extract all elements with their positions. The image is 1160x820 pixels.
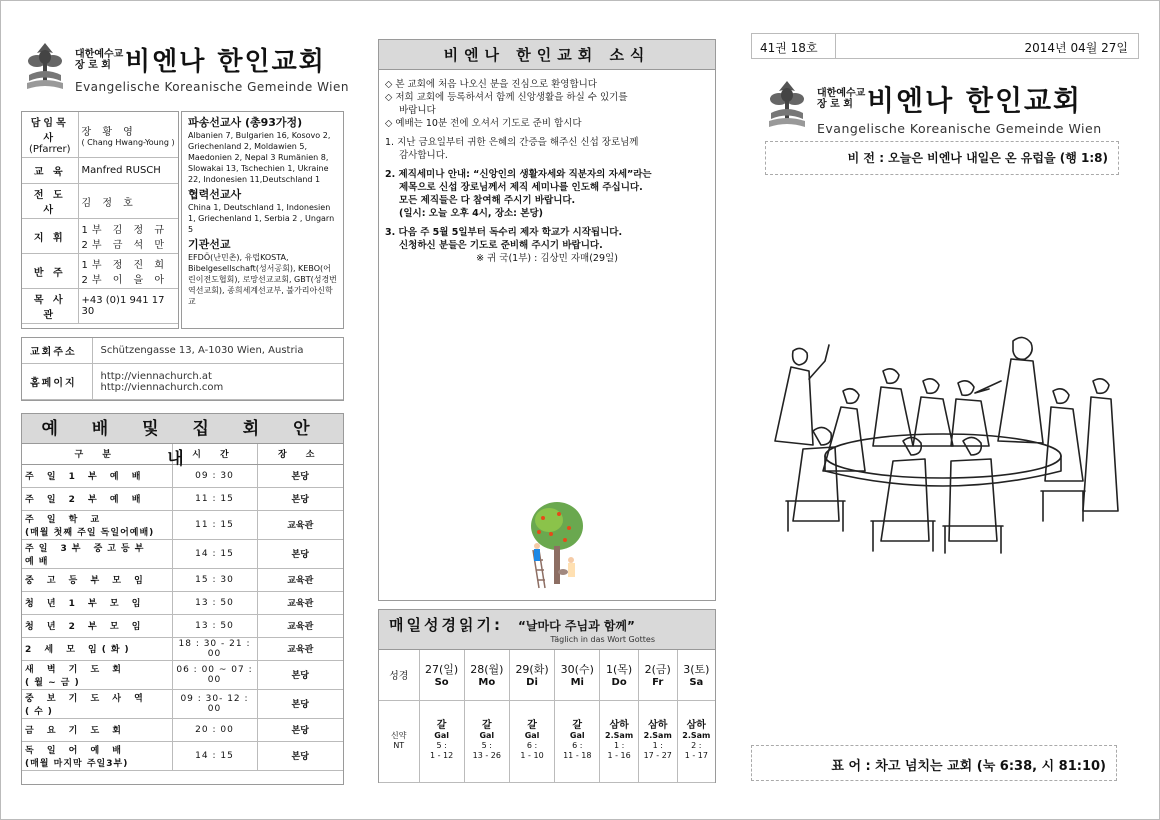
staff-role	[22, 254, 78, 289]
news-body	[379, 70, 715, 273]
worship-service-name	[22, 568, 172, 591]
worship-time: 11 : 15	[172, 487, 257, 510]
staff-role	[22, 289, 78, 324]
worship-place: 교육관	[257, 591, 343, 614]
worship-service-name	[22, 487, 172, 510]
staff-name-label: 장 황 영	[81, 126, 137, 138]
apple-tree-illustration	[519, 500, 589, 592]
bible-verses: 1 - 12	[429, 751, 454, 760]
news-item-line: 1. 지난 금요일부터 귀한 은혜의 간증을 해주신 신섭 장로님께	[385, 137, 639, 148]
staff-role-sub: (Pfarrer)	[28, 144, 71, 155]
worship-place: 본당	[257, 539, 343, 568]
worship-service-name	[22, 689, 172, 718]
bible-book-en: Gal	[524, 731, 540, 740]
bible-day-german: Sa	[689, 677, 704, 689]
worship-place: 본당	[257, 464, 343, 487]
staff-role-label: 담임목사	[30, 118, 69, 144]
staff-role	[22, 158, 78, 184]
bible-chapter: 1 :	[652, 741, 663, 750]
worship-row	[22, 637, 343, 660]
worship-column-header: 시 간	[172, 444, 257, 464]
bible-chapter: 6 :	[572, 741, 583, 750]
news-item-line: 신청하신 분들은 기도로 준비해 주시기 바랍니다.	[399, 240, 603, 251]
staff-name-label: +43 (0)1 941 17 30	[81, 295, 165, 317]
church-emblem-icon	[765, 79, 809, 131]
issue-date: 2014년 04월 27일	[1024, 41, 1128, 55]
bible-title: 매일성경읽기:	[389, 616, 503, 634]
worship-time: 06 : 00 ~ 07 : 00	[172, 660, 257, 689]
staff-role-label: 지 휘	[33, 232, 66, 244]
bible-day-cell	[419, 650, 464, 700]
bible-book: 삼하	[686, 720, 706, 731]
bible-chapter: 5 :	[481, 741, 492, 750]
staff-name-label: 1부 정 진 희	[81, 260, 169, 271]
worship-column-header: 구 분	[22, 444, 172, 464]
bible-reading-cell	[638, 700, 677, 782]
worship-service-name	[22, 660, 172, 689]
bible-verses: 17 - 27	[643, 751, 672, 760]
bible-reading-cell	[509, 700, 554, 782]
staff-name-sub: ( Chang Hwang-Young )	[81, 137, 175, 147]
staff-name	[78, 184, 178, 219]
bible-day-korean: 27(일)	[425, 663, 459, 677]
bible-book-en: 2.Sam	[682, 731, 711, 740]
worship-column-header: 장 소	[257, 444, 343, 464]
staff-role	[22, 112, 78, 158]
missions-box	[181, 111, 344, 329]
bible-reading-cell	[600, 700, 638, 782]
worship-service-name	[22, 637, 172, 660]
worship-service-sub: (매월 마지막 주일3부)	[25, 758, 129, 769]
worship-time: 20 : 00	[172, 718, 257, 741]
bible-day-korean: 1(목)	[606, 663, 633, 677]
worship-service-name	[22, 718, 172, 741]
staff-name	[78, 289, 178, 324]
news-item-line: 감사합니다.	[399, 150, 448, 161]
mission-text: Albanien 7, Bulgarien 16, Kosovo 2, Griechenland 2, Moldawien 5, Maedonien 2, Nepal 3 Rumänien 8, Slowakai 13, Tschechien 1, Ukraine 22, Indonesien 11,Deutschland 1	[188, 131, 331, 184]
worship-row	[22, 591, 343, 614]
church-logo	[23, 41, 349, 94]
staff-box	[21, 111, 179, 329]
worship-time: 14 : 15	[172, 539, 257, 568]
bible-row-label-main: 신약	[391, 731, 407, 740]
worship-schedule	[21, 413, 344, 785]
worship-service-label: 독 일 어 예 배	[25, 745, 127, 756]
bible-verses: 13 - 26	[472, 751, 501, 760]
news-item-line: 2. 제직세미나 안내: “신앙인의 생활자세와 직분자의 자세”라는	[385, 169, 652, 180]
worship-service-label: 새 벽 기 도 회	[25, 664, 127, 675]
worship-service-label: 청 년 2 부 모 임	[25, 622, 146, 632]
worship-time: 09 : 30	[172, 464, 257, 487]
staff-name	[78, 112, 178, 158]
worship-service-sub: (매월 첫째 주일 독일어예배)	[25, 527, 155, 538]
denomination-line1: 대한예수교	[75, 48, 124, 60]
bible-day-german: So	[434, 677, 449, 689]
bible-day-cell	[638, 650, 677, 700]
worship-place: 본당	[257, 718, 343, 741]
staff-name	[78, 254, 178, 289]
worship-table	[22, 444, 343, 771]
staff-role-label: 반 주	[33, 267, 66, 279]
staff-name-label: 1부 김 정 규	[81, 225, 169, 236]
worship-place: 교육관	[257, 614, 343, 637]
bible-day-german: Do	[611, 677, 627, 689]
bible-chapter: 5 :	[436, 741, 447, 750]
bible-book-en: 2.Sam	[605, 731, 634, 740]
bible-day-cell	[464, 650, 509, 700]
address-label: 교회주소	[22, 338, 92, 364]
staff-row	[22, 254, 178, 289]
worship-time: 11 : 15	[172, 510, 257, 539]
worship-service-label: 주 일 2 부 예 배	[25, 495, 146, 505]
staff-row	[22, 289, 178, 324]
worship-row	[22, 487, 343, 510]
bible-book: 갈	[481, 720, 492, 731]
worship-row	[22, 539, 343, 568]
staff-row	[22, 184, 178, 219]
denomination-line2: 장 로 회	[817, 99, 853, 110]
worship-place: 교육관	[257, 510, 343, 539]
address-box	[21, 337, 344, 401]
mission-text: China 1, Deutschland 1, Indonesien 1, Griechenland 1, Serbia 2 , Ungarn 5	[188, 203, 335, 234]
bible-reading-cell	[555, 700, 600, 782]
bible-reading-cell	[419, 700, 464, 782]
staff-role-label: 전 도 사	[33, 190, 66, 216]
bible-book: 삼하	[609, 720, 629, 731]
worship-row	[22, 689, 343, 718]
worship-row	[22, 718, 343, 741]
bible-verses: 1 - 17	[684, 751, 708, 760]
worship-row	[22, 741, 343, 770]
bible-book-en: 2.Sam	[643, 731, 672, 740]
bible-subtitle: “날마다 주님과 함께”	[518, 619, 635, 633]
worship-place: 본당	[257, 741, 343, 770]
bible-day-cell	[600, 650, 638, 700]
news-bullet: ◇ 본 교회에 처음 나오신 분을 진심으로 환영합니다	[385, 79, 597, 90]
news-item-line: 3. 다음 주 5월 5일부터 독수리 제자 학교가 시작됩니다.	[385, 227, 623, 238]
worship-title: 예 배 및 집 회 안 내	[22, 414, 343, 444]
issue-header	[751, 33, 1139, 59]
worship-time: 15 : 30	[172, 568, 257, 591]
church-name: 비엔나 한인교회	[125, 47, 326, 77]
staff-role-label: 교 육	[33, 167, 66, 178]
bible-verses: 1 - 16	[607, 751, 631, 760]
bible-day-german: Mo	[478, 677, 496, 689]
bible-day-german: Di	[526, 677, 538, 689]
staff-name-sub: 2부 이 을 아	[81, 275, 169, 286]
vision-statement: 비 전 : 오늘은 비엔나 내일은 온 유럽을 (행 1:8)	[765, 141, 1119, 175]
bible-book: 갈	[436, 720, 447, 731]
worship-place: 본당	[257, 487, 343, 510]
bible-chapter: 1 :	[613, 741, 625, 750]
bible-book: 갈	[527, 720, 537, 731]
news-box	[378, 39, 716, 601]
news-notice: ※ 귀 국(1부) : 김상민 자매(29일)	[476, 253, 618, 264]
worship-place: 교육관	[257, 637, 343, 660]
worship-service-name	[22, 510, 172, 539]
church-logo-right	[765, 79, 1102, 136]
news-item-line: (일시: 오늘 오후 4시, 장소: 본당)	[399, 208, 543, 219]
bible-reading-cell	[677, 700, 715, 782]
worship-service-sub: ( 월 ~ 금 )	[25, 677, 80, 688]
address-value: Schützengasse 13, A-1030 Wien, Austria	[92, 338, 343, 364]
staff-table	[22, 112, 178, 324]
staff-row	[22, 219, 178, 254]
bible-day-korean: 28(월)	[470, 663, 504, 677]
bible-days-row	[379, 650, 715, 700]
worship-service-label: 2 세 모 임(화)	[25, 645, 134, 655]
worship-time: 09 : 30- 12 : 00	[172, 689, 257, 718]
church-name-german: Evangelische Koreanische Gemeinde Wien	[75, 80, 350, 94]
bible-book-en: Gal	[479, 731, 495, 740]
staff-name-sub: 2부 금 석 만	[81, 240, 169, 251]
worship-service-name	[22, 741, 172, 770]
denomination-line2: 장 로 회	[75, 59, 111, 71]
bible-reading-box	[378, 609, 716, 783]
worship-service-label: 금 요 기 도 회	[25, 726, 127, 736]
worship-row	[22, 510, 343, 539]
worship-service-label: 중 보 기 도 사 역(수)	[25, 693, 148, 717]
issue-volume: 41권 18호	[752, 34, 836, 58]
denomination-line1: 대한예수교	[817, 88, 866, 99]
bible-day-korean: 30(수)	[560, 663, 594, 677]
staff-name-label: 김 정 호	[81, 197, 137, 209]
church-emblem-icon	[23, 41, 67, 93]
homepage-link-com[interactable]: http://viennachurch.com	[100, 381, 224, 393]
bible-row-label-sub: NT	[393, 741, 405, 750]
bible-row-label: 성경	[379, 650, 419, 700]
worship-service-label: 중 고 등 부 모 임	[25, 576, 148, 586]
worship-time: 14 : 15	[172, 741, 257, 770]
bible-chapter: 6 :	[526, 741, 538, 750]
bible-day-cell	[677, 650, 715, 700]
news-item-line: 제목으로 신섭 장로님께서 제직 세미나를 인도해 주십니다.	[399, 182, 643, 193]
staff-name-label: Manfred RUSCH	[81, 165, 161, 176]
homepage-label: 홈페이지	[22, 364, 92, 400]
bible-day-cell	[555, 650, 600, 700]
worship-place: 교육관	[257, 568, 343, 591]
mission-heading: 기관선교	[188, 238, 231, 251]
bible-book-en: Gal	[569, 731, 585, 740]
worship-service-label: 주 일 1 부 예 배	[25, 472, 146, 482]
last-supper-illustration	[753, 321, 1139, 561]
worship-place: 본당	[257, 689, 343, 718]
worship-time: 13 : 50	[172, 614, 257, 637]
mission-text: EFDÖ(난민촌), 유럽KOSTA, Bibelgesellschaft(성서공회), KEBO(어린이전도협회), 로망선교교회, GBT(성경번역선교회), 종희세계선교부, 불가리아신학교	[188, 253, 337, 306]
worship-row	[22, 568, 343, 591]
church-motto: 표 어 : 차고 넘치는 교회 (눅 6:38, 시 81:10)	[751, 745, 1117, 781]
mission-heading: 협력선교사	[188, 188, 242, 201]
bible-day-cell	[509, 650, 554, 700]
worship-service-name	[22, 614, 172, 637]
news-bullet: 바랍니다	[399, 105, 436, 116]
worship-row	[22, 614, 343, 637]
worship-service-name	[22, 539, 172, 568]
bible-book: 갈	[572, 720, 583, 731]
bible-chapter: 2 :	[691, 741, 702, 750]
bible-row-label	[379, 700, 419, 782]
staff-name	[78, 219, 178, 254]
worship-service-label: 청 년 1 부 모 임	[25, 599, 146, 609]
news-bullet: ◇ 예배는 10분 전에 오셔서 기도로 준비 합시다	[385, 118, 582, 129]
news-title: 비엔나 한인교회 소식	[379, 40, 715, 70]
mission-heading: 파송선교사 (총93가정)	[188, 116, 303, 129]
church-name: 비엔나 한인교회	[867, 84, 1083, 117]
worship-place: 본당	[257, 660, 343, 689]
bible-verses: 1 - 10	[520, 751, 544, 760]
worship-row	[22, 660, 343, 689]
worship-service-name	[22, 464, 172, 487]
news-item-line: 모든 제직들은 다 참여해 주시기 바랍니다.	[399, 195, 576, 206]
bible-day-german: Mi	[570, 677, 584, 689]
bible-day-korean: 29(화)	[515, 663, 549, 677]
news-bullet: ◇ 저희 교회에 등록하셔서 함께 신앙생활을 하실 수 있기를	[385, 92, 628, 103]
bible-reading-title	[379, 610, 715, 650]
bible-subtitle-german: Täglich in das Wort Gottes	[550, 635, 655, 644]
worship-time: 18 : 30 - 21 : 00	[172, 637, 257, 660]
worship-service-label: 주일 3부 중고등부 예배	[25, 543, 149, 567]
staff-role	[22, 184, 78, 219]
staff-name	[78, 158, 178, 184]
church-name-german: Evangelische Koreanische Gemeinde Wien	[817, 121, 1102, 136]
staff-row	[22, 158, 178, 184]
bible-book: 삼하	[648, 720, 668, 731]
bible-verses: 11 - 18	[563, 751, 592, 760]
worship-time: 13 : 50	[172, 591, 257, 614]
worship-service-label: 주 일 학 교	[25, 514, 105, 525]
staff-role-label: 목 사 관	[33, 295, 66, 321]
bible-table	[379, 650, 715, 783]
homepage-link-at[interactable]: http://viennachurch.at	[100, 370, 212, 382]
bible-reading-cell	[464, 700, 509, 782]
bible-day-korean: 2(금)	[644, 663, 671, 677]
bible-book-en: Gal	[434, 731, 449, 740]
bible-day-korean: 3(토)	[683, 663, 710, 677]
bible-day-german: Fr	[652, 677, 664, 689]
bible-reading-row	[379, 700, 715, 782]
worship-service-name	[22, 591, 172, 614]
staff-role	[22, 219, 78, 254]
staff-row	[22, 112, 178, 158]
